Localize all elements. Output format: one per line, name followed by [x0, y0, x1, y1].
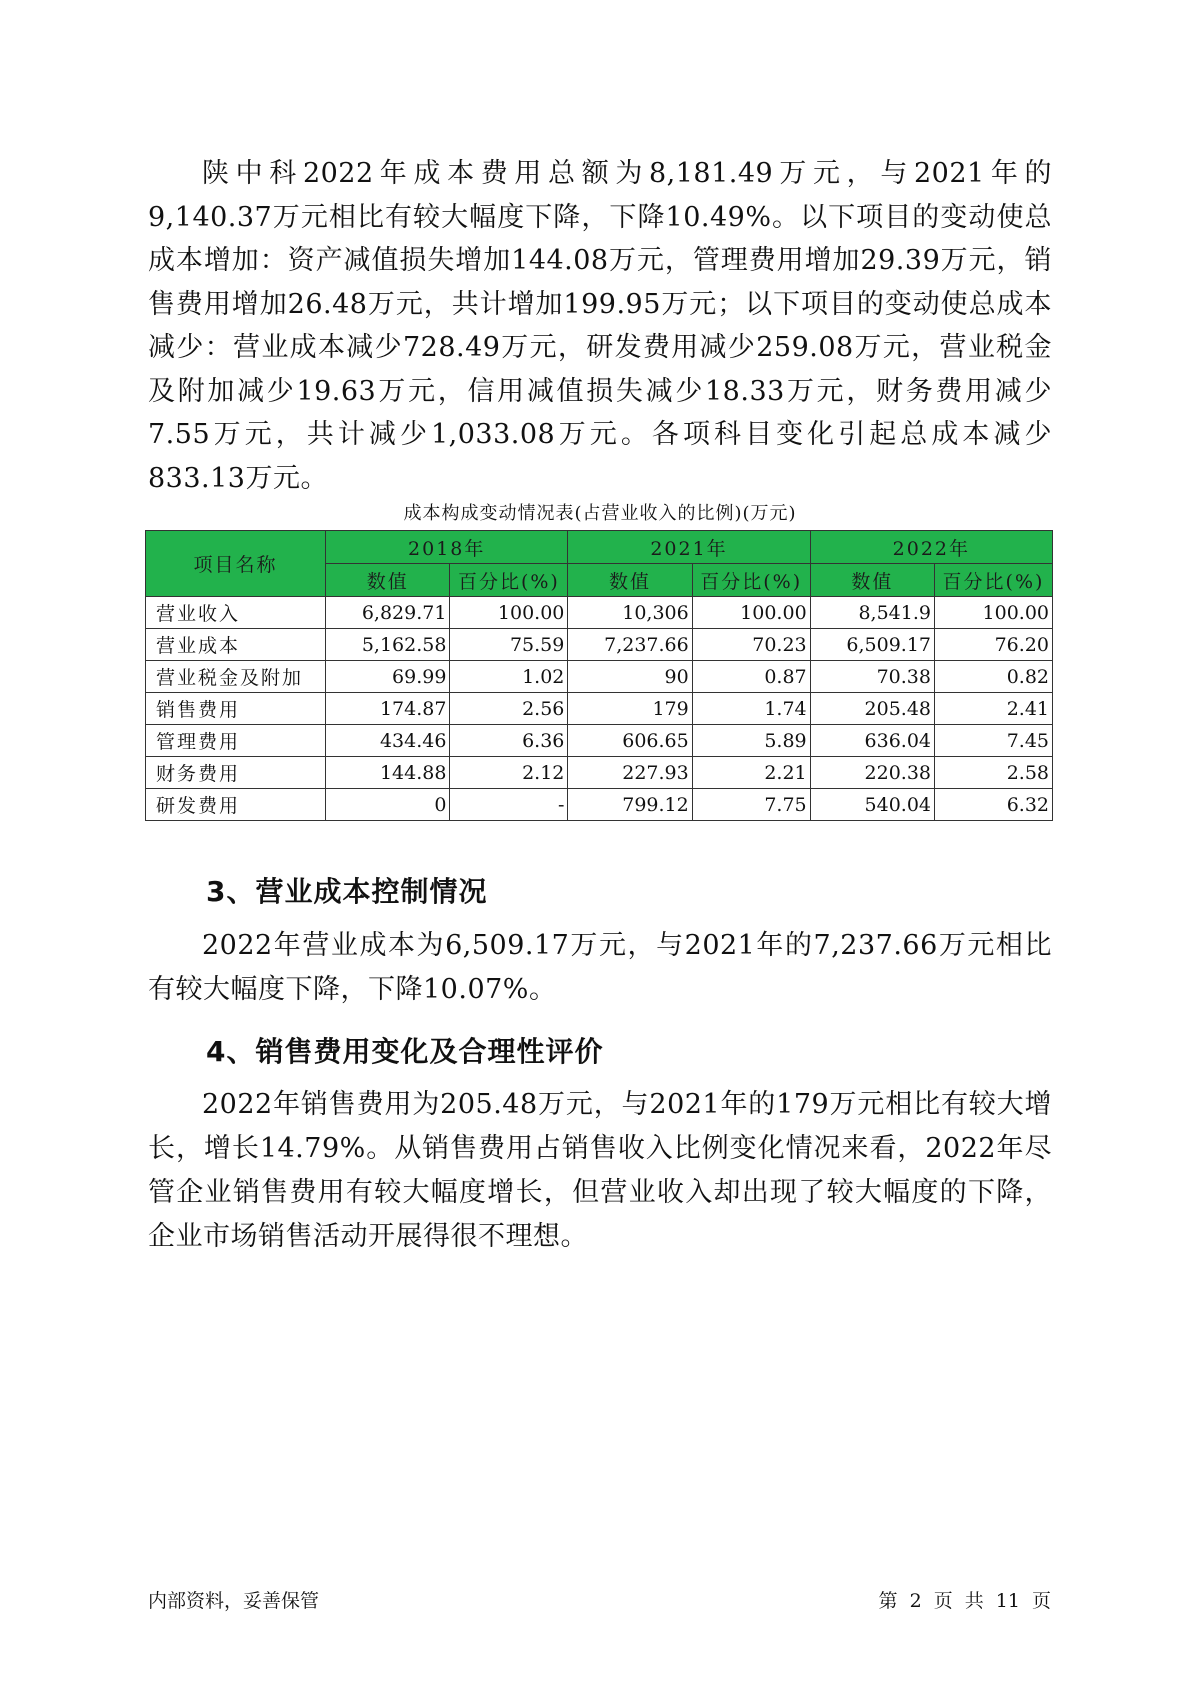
- header-value-2018: 数值: [326, 564, 450, 597]
- cell-value-2018: 5,162.58: [326, 629, 450, 661]
- cell-percent-2021: 7.75: [692, 789, 810, 821]
- table-row: [146, 661, 1053, 693]
- cell-percent-2018: -: [450, 789, 568, 821]
- section-heading-cost-control: 3、营业成本控制情况: [206, 875, 488, 908]
- header-percent-2018: 百分比(%): [450, 564, 568, 597]
- cell-percent-2022: 7.45: [935, 725, 1053, 757]
- cell-percent-2018: 1.02: [450, 661, 568, 693]
- header-value-2022: 数值: [810, 564, 934, 597]
- cell-value-2021: 90: [568, 661, 692, 693]
- cell-percent-2018: 2.56: [450, 693, 568, 725]
- cell-value-2018: 144.88: [326, 757, 450, 789]
- cell-value-2021: 10,306: [568, 597, 692, 629]
- row-label: 营业税金及附加: [146, 661, 326, 693]
- cell-percent-2022: 6.32: [935, 789, 1053, 821]
- cell-percent-2018: 2.12: [450, 757, 568, 789]
- cell-value-2022: 205.48: [810, 693, 934, 725]
- cell-percent-2021: 1.74: [692, 693, 810, 725]
- row-label: 管理费用: [146, 725, 326, 757]
- cell-value-2022: 636.04: [810, 725, 934, 757]
- table-row: [146, 629, 1053, 661]
- table-row: [146, 789, 1053, 821]
- row-label: 销售费用: [146, 693, 326, 725]
- cell-percent-2022: 2.58: [935, 757, 1053, 789]
- table-row: [146, 597, 1053, 629]
- cell-value-2022: 6,509.17: [810, 629, 934, 661]
- header-year-2018: 2018年: [326, 531, 568, 564]
- paragraph-operating-cost: 2022年营业成本为6,509.17万元，与2021年的7,237.66万元相比有较大幅度下降，下降10.07%。: [148, 930, 1052, 1005]
- cell-value-2022: 8,541.9: [810, 597, 934, 629]
- cell-percent-2021: 70.23: [692, 629, 810, 661]
- cell-value-2018: 6,829.71: [326, 597, 450, 629]
- paragraph-cost-summary: 陕中科2022年成本费用总额为8,181.49万元，与2021年的9,140.37万元相比有较大幅度下降，下降10.49%。以下项目的变动使总成本增加：资产减值损失增加144.08万元，管理费用增加29.39万元，销售费用增加26.48万元，共计增加199.95万元；以下项目的变动使总成本减少：营业成本减少728.49万元，研发费用减少259.08万元，营业税金及附加减少19.63万元，信用减值损失减少18.33万元，财务费用减少7.55万元，共计减少1,033.08万元。各项科目变化引起总成本减少833.13万元。: [148, 158, 1052, 494]
- cell-percent-2022: 76.20: [935, 629, 1053, 661]
- cell-value-2018: 434.46: [326, 725, 450, 757]
- table-caption: 成本构成变动情况表(占营业收入的比例)(万元): [403, 503, 797, 524]
- cell-value-2022: 220.38: [810, 757, 934, 789]
- table-body: [146, 597, 1053, 821]
- cell-value-2021: 179: [568, 693, 692, 725]
- row-label: 营业成本: [146, 629, 326, 661]
- cell-percent-2018: 100.00: [450, 597, 568, 629]
- table-row: [146, 693, 1053, 725]
- header-percent-2022: 百分比(%): [935, 564, 1053, 597]
- cell-value-2021: 799.12: [568, 789, 692, 821]
- cell-percent-2021: 0.87: [692, 661, 810, 693]
- cell-percent-2018: 75.59: [450, 629, 568, 661]
- row-label: 营业收入: [146, 597, 326, 629]
- cell-percent-2021: 100.00: [692, 597, 810, 629]
- footer-page-number: 第 2 页 共 11 页: [878, 1590, 1051, 1612]
- table-row: [146, 725, 1053, 757]
- cell-value-2021: 7,237.66: [568, 629, 692, 661]
- row-label: 财务费用: [146, 757, 326, 789]
- section-heading-sales-expense: 4、销售费用变化及合理性评价: [206, 1035, 604, 1068]
- paragraph-sales-expense: 2022年销售费用为205.48万元，与2021年的179万元相比有较大增长，增长14.79%。从销售费用占销售收入比例变化情况来看，2022年尽管企业销售费用有较大幅度增长，但营业收入却出现了较大幅度的下降，企业市场销售活动开展得很不理想。: [148, 1089, 1052, 1252]
- table-header-row-years: [146, 531, 1053, 564]
- cell-value-2021: 227.93: [568, 757, 692, 789]
- cell-percent-2021: 2.21: [692, 757, 810, 789]
- cell-value-2018: 69.99: [326, 661, 450, 693]
- cost-structure-table: [145, 530, 1053, 821]
- header-percent-2021: 百分比(%): [692, 564, 810, 597]
- cell-value-2018: 0: [326, 789, 450, 821]
- cell-percent-2018: 6.36: [450, 725, 568, 757]
- cell-percent-2022: 0.82: [935, 661, 1053, 693]
- footer-confidential-note: 内部资料，妥善保管: [148, 1590, 320, 1612]
- cell-value-2018: 174.87: [326, 693, 450, 725]
- header-value-2021: 数值: [568, 564, 692, 597]
- cell-value-2021: 606.65: [568, 725, 692, 757]
- row-label: 研发费用: [146, 789, 326, 821]
- cell-percent-2022: 2.41: [935, 693, 1053, 725]
- table-row: [146, 757, 1053, 789]
- cell-value-2022: 540.04: [810, 789, 934, 821]
- cell-value-2022: 70.38: [810, 661, 934, 693]
- cell-percent-2021: 5.89: [692, 725, 810, 757]
- header-year-2021: 2021年: [568, 531, 810, 564]
- header-year-2022: 2022年: [810, 531, 1052, 564]
- header-item-name: 项目名称: [146, 531, 326, 597]
- cell-percent-2022: 100.00: [935, 597, 1053, 629]
